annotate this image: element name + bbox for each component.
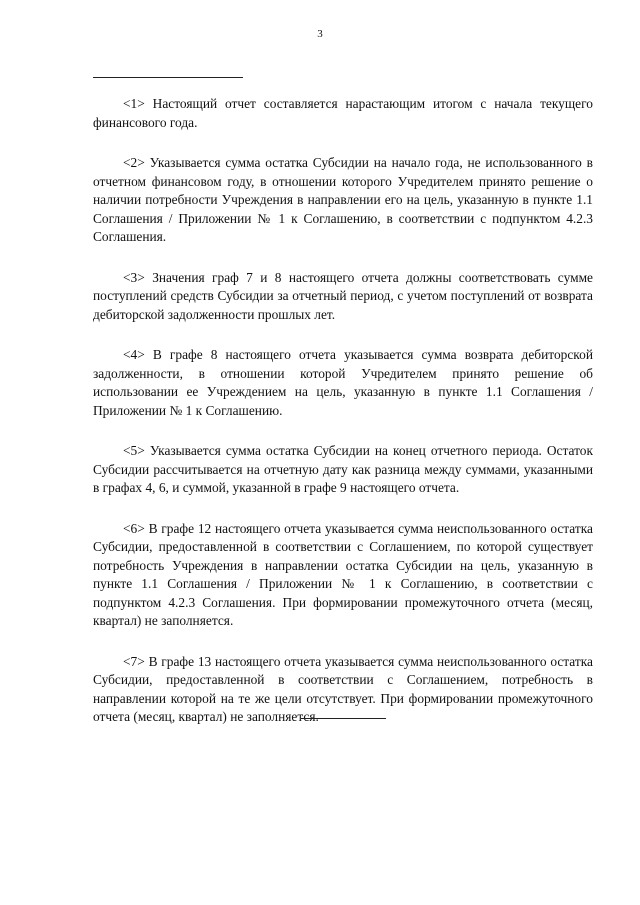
footnote-4 (93, 346, 593, 420)
footnote-text: В графе 13 настоящего отчета указывается сумма неиспользованного остатка Субсидии, предоставленной в соответствии с Соглашением, потребность в направлении которой на те же цели отсутствует. При формировании промежуточного отчета (месяц, квартал) не заполняется. (93, 653, 593, 724)
footnote-text: Указывается сумма остатка Субсидии на начало года, не использованного в отчетном финансовом году, в отношении которого Учредителем принято решение о наличии потребности Учреждения в направлении его на цель, указанную в пункте 1.1 Соглашения / Приложении № 1 к Соглашению, в соответствии с подпунктом 4.2.3 Соглашения. (93, 155, 593, 244)
footnote-marker: <4> (123, 347, 145, 362)
footnote-marker: <7> (123, 653, 145, 669)
footnotes-list (93, 95, 593, 749)
footnote-3 (93, 269, 593, 325)
footnote-7 (93, 653, 593, 727)
footnote-6 (93, 520, 593, 631)
footnote-marker: <1> (123, 96, 145, 111)
footnote-text: В графе 8 настоящего отчета указывается сумма возврата дебиторской задолженности, в отношении которой Учредителем принято решение об использовании ее Учреждением на цель, указанную в пункте 1.1 Соглашения / Приложении № 1 к Соглашению. (93, 347, 593, 418)
footnote-marker: <6> (123, 520, 145, 536)
footnote-text: В графе 12 настоящего отчета указывается сумма неиспользованного остатка Субсидии, предоставленной в соответствии с Соглашением, по которой существует потребность Учреждения в направлении остатка Субсидии на цель, указанную в пункте 1.1 Соглашения / Приложении № 1 к Соглашению, в соответствии с подпунктом 4.2.3 Соглашения. При формировании промежуточного отчета (месяц, квартал) не заполняется. (93, 520, 593, 628)
footnote-marker: <5> (123, 443, 145, 458)
page-number: 3 (317, 28, 323, 40)
footnote-2 (93, 154, 593, 247)
footnote-separator-line (93, 77, 243, 78)
footnote-5 (93, 442, 593, 498)
footnote-1 (93, 95, 593, 132)
footnote-marker: <3> (123, 269, 145, 285)
end-of-document-line (301, 718, 386, 719)
footnote-marker: <2> (123, 155, 145, 170)
footnote-text: Указывается сумма остатка Субсидии на конец отчетного периода. Остаток Субсидии рассчитывается на отчетную дату как разница между суммами, указанными в графах 4, 6, и суммой, указанной в графе 9 настоящего отчета. (93, 443, 593, 495)
footnote-text: Настоящий отчет составляется нарастающим итогом с начала текущего финансового года. (93, 96, 593, 130)
footnote-text: Значения граф 7 и 8 настоящего отчета должны соответствовать сумме поступлений средств Субсидии за отчетный период, с учетом поступлений от возврата дебиторской задолженности прошлых лет. (93, 269, 593, 322)
